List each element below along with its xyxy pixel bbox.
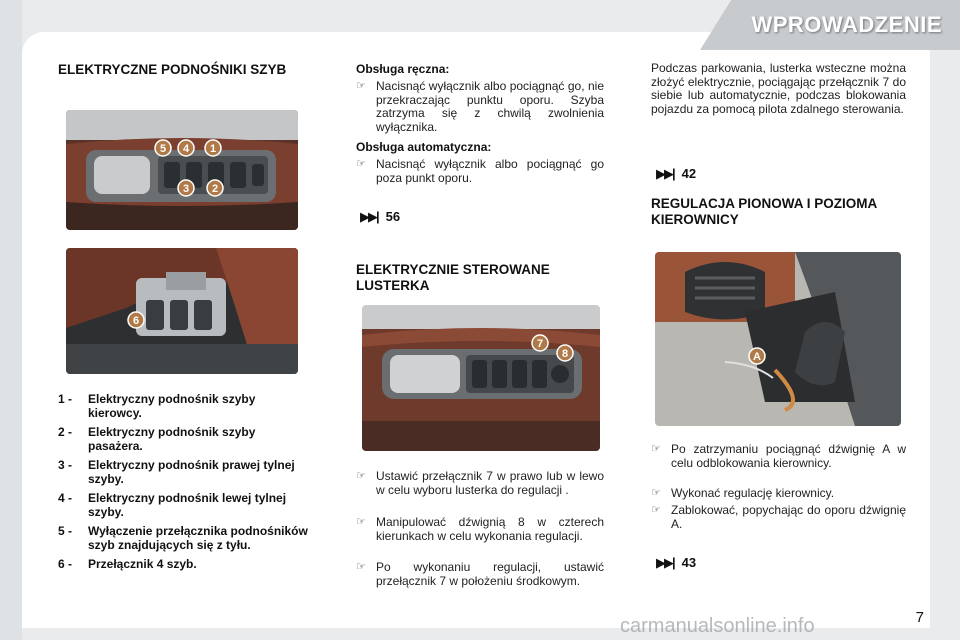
- pointing-hand-icon: ☞: [651, 504, 661, 516]
- legend-item: 5 - Wyłączenie przełącznika podnośników szyb znajdujących się z tyłu.: [58, 524, 308, 552]
- legend-item: 6 - Przełącznik 4 szyb.: [58, 557, 197, 571]
- manual-operation-title: Obsługa ręczna:: [356, 62, 450, 76]
- svg-text:7: 7: [536, 338, 544, 350]
- svg-text:A: A: [753, 351, 761, 363]
- legend-item: 4 - Elektryczny podnośnik lewej tylnej szyby.: [58, 491, 287, 519]
- pointing-hand-icon: ☞: [356, 158, 366, 170]
- pointing-hand-icon: ☞: [356, 80, 366, 92]
- watermark: carmanualsonline.info: [620, 615, 815, 637]
- legend-item: 3 - Elektryczny podnośnik prawej tylnej szyby.: [58, 458, 295, 486]
- callout-8: [557, 345, 573, 361]
- svg-text:4: 4: [182, 143, 190, 155]
- svg-text:2: 2: [211, 183, 219, 195]
- auto-operation-item: ☞ Nacisnąć wyłącznik albo pociągnąć go poza punkt oporu.: [356, 157, 604, 185]
- svg-text:3: 3: [182, 183, 190, 195]
- steering-step: ☞ Zablokować, popychając do oporu dźwignię A.: [651, 503, 906, 531]
- steering-step: ☞ Po zatrzymaniu pociągnąć dźwignię A w celu odblokowania kierownicy.: [651, 442, 906, 470]
- fast-forward-icon: ▶▶|: [360, 209, 378, 224]
- mirror-folding-text: Podczas parkowania, lusterka wsteczne można złożyć elektrycznie, pociągając przełącznik 7 do siebie lub automatycznie, podczas blokowania pojazdu za pomocą pilota zdalnego sterowania.: [651, 61, 906, 116]
- callout-A: [749, 348, 765, 364]
- auto-operation-title: Obsługa automatyczna:: [356, 140, 492, 154]
- page-number: 7: [915, 609, 924, 626]
- page-reference: ▶▶| 42: [656, 166, 697, 181]
- mirror-step: ☞ Manipulować dźwignią 8 w czterech kierunkach w celu wykonania regulacji.: [356, 515, 604, 543]
- mirror-step: ☞ Po wykonaniu regulacji, ustawić przełącznik 7 w położeniu środkowym.: [356, 560, 604, 588]
- window-lifts-title: ELEKTRYCZNE PODNOŚNIKI SZYB: [58, 62, 287, 77]
- legend-item: 1 - Elektryczny podnośnik szyby kierowcy.: [58, 392, 256, 420]
- callout-2: [207, 180, 223, 196]
- fast-forward-icon: ▶▶|: [656, 555, 674, 570]
- svg-text:8: 8: [561, 348, 569, 360]
- callout-5: [155, 140, 171, 156]
- page-margin: [0, 0, 22, 640]
- callout-7: [532, 335, 548, 351]
- pointing-hand-icon: ☞: [356, 561, 366, 573]
- steering-adjust-title: REGULACJA PIONOWA I POZIOMA KIEROWNICY: [651, 196, 877, 227]
- manual-operation-item: ☞ Nacisnąć wyłącznik albo pociągnąć go, nie przekraczając punktu oporu. Szyba zatrzyma się z chwilą zwolnienia wyłącznika.: [356, 79, 604, 134]
- pointing-hand-icon: ☞: [651, 487, 661, 499]
- steering-step: ☞ Wykonać regulację kierownicy.: [651, 486, 835, 500]
- pointing-hand-icon: ☞: [651, 443, 661, 455]
- callout-4: [178, 140, 194, 156]
- steering-column-photo: [655, 252, 901, 426]
- fast-forward-icon: ▶▶|: [656, 166, 674, 181]
- svg-text:6: 6: [132, 315, 140, 327]
- mirror-switch-photo: [362, 305, 600, 451]
- mirror-step: ☞ Ustawić przełącznik 7 w prawo lub w lewo w celu wyboru lusterka do regulacji .: [356, 469, 604, 497]
- pointing-hand-icon: ☞: [356, 516, 366, 528]
- page-title: WPROWADZENIE: [751, 12, 942, 37]
- callout-1: [205, 140, 221, 156]
- mirrors-title: ELEKTRYCZNIE STEROWANE LUSTERKA: [356, 262, 550, 293]
- window-switches-photo: [66, 110, 298, 230]
- svg-text:1: 1: [209, 143, 217, 155]
- svg-text:5: 5: [159, 143, 167, 155]
- callout-6: [128, 312, 144, 328]
- window-lifts-legend: [58, 393, 310, 578]
- pointing-hand-icon: ☞: [356, 470, 366, 482]
- rear-switches-photo: [66, 248, 298, 374]
- legend-item: 2 - Elektryczny podnośnik szyby pasażera.: [58, 425, 256, 453]
- page-reference: ▶▶| 43: [656, 555, 697, 570]
- page-reference: ▶▶| 56: [360, 209, 401, 224]
- callout-3: [178, 180, 194, 196]
